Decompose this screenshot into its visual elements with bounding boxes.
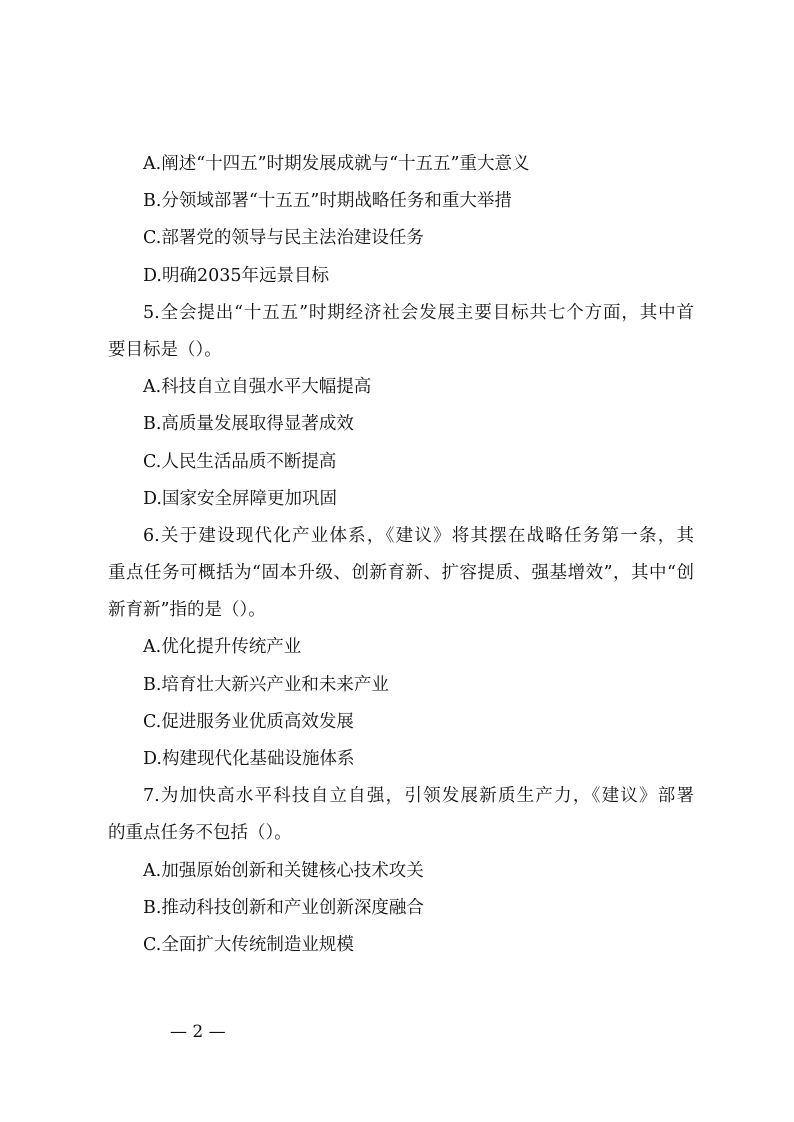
q5-option-a: A.科技自立自强水平大幅提高	[143, 377, 372, 398]
q6-option-b: B.培育壮大新兴产业和未来产业	[143, 674, 389, 695]
q5-option-b: B.高质量发展取得显著成效	[143, 414, 354, 435]
q5-option-d: D.国家安全屏障更加巩固	[143, 488, 337, 509]
q7-option-a: A.加强原始创新和关键核心技术攻关	[143, 860, 424, 881]
q4-option-b: B.分领域部署“十五五”时期战略任务和重大举措	[143, 191, 512, 212]
q6-option-d: D.构建现代化基础设施体系	[143, 749, 355, 769]
q4-option-c: C.部署党的领导与民主法治建设任务	[143, 228, 424, 249]
page-body	[108, 146, 694, 964]
q7-option-b: B.推动科技创新和产业创新深度融合	[143, 897, 424, 918]
q6-stem-line-1: 6.关于建设现代化产业体系，《建议》将其摆在战略任务第一条，其	[143, 525, 694, 546]
q4-option-a: A.阐述“十四五”时期发展成就与“十五五”重大意义	[143, 154, 530, 174]
q6-option-c: C.促进服务业优质高效发展	[143, 711, 354, 732]
q6-option-a: A.优化提升传统产业	[143, 637, 302, 658]
q7-stem-line-2: 的重点任务不包括（）。	[108, 823, 292, 844]
q5-stem-line-2: 要目标是（）。	[108, 339, 222, 360]
q6-stem-line-3: 新育新”指的是（）。	[108, 600, 266, 621]
q5-option-c: C.人民生活品质不断提高	[143, 451, 337, 472]
q7-option-c: C.全面扩大传统制造业规模	[143, 934, 354, 955]
q4-option-d: D.明确2035年远景目标	[143, 265, 330, 286]
q7-stem-line-1: 7.为加快高水平科技自立自强，引领发展新质生产力，《建议》部署	[143, 786, 694, 807]
q5-stem-line-1: 5.全会提出“十五五”时期经济社会发展主要目标共七个方面，其中首	[143, 302, 694, 323]
page-number: — 2 —	[170, 1022, 226, 1042]
q6-stem-line-2: 重点任务可概括为“固本升级、创新育新、扩容提质、强基增效”，其中“创	[108, 563, 694, 584]
